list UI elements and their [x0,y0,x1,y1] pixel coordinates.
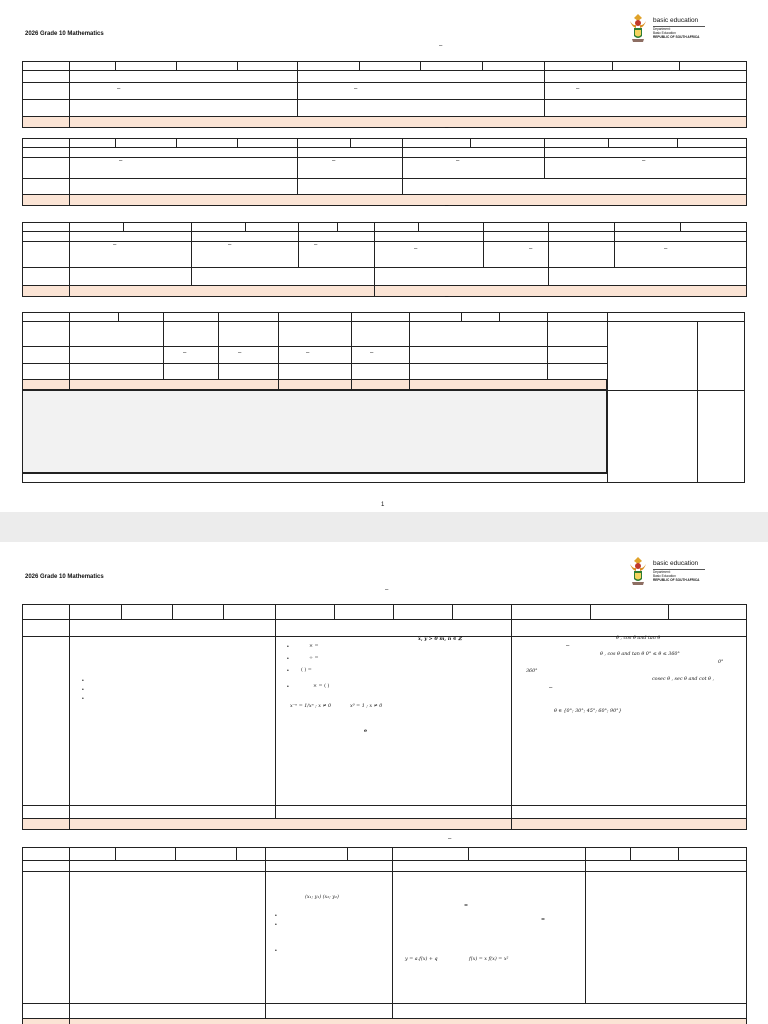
document-title: 2026 Grade 10 Mathematics [25,31,104,37]
trig-zero: 0° [718,660,724,665]
exponent-law: ( ) = [301,668,312,673]
cell-dash: – [238,350,242,356]
cell-dash: – [456,158,460,164]
cell-dash: – [549,685,553,691]
bullet: • [275,922,277,928]
logo-line-1: Department: [653,570,671,574]
logo-brand: basic education [653,560,699,567]
dbe-logo [628,555,708,589]
coat-of-arms-icon [628,555,648,587]
cell-dash: – [566,643,570,649]
section-dash: – [448,836,452,842]
cell-dash: – [113,242,117,248]
exponent-law: × = [309,644,319,649]
cell-dash: – [119,158,123,164]
cell-dash: – [529,246,533,252]
cell-dash: – [117,86,121,92]
cell-dash: – [306,350,310,356]
exponent-zero: x⁰ = 1 ; x ≠ 0 [350,704,383,709]
logo-line-2: Basic Education [653,574,676,578]
exponent-law: ÷ = [309,656,319,661]
cell-dash: – [183,350,187,356]
cell-dash: – [642,158,646,164]
trig-range: θ , cos θ and tan θ 0° ≤ θ ≤ 360° [600,652,680,657]
bullet: • [287,684,289,690]
exponent-condition: x, y > 0 m, n ∈ ℤ [418,636,462,642]
logo-line-3: REPUBLIC OF SOUTH AFRICA [653,578,700,582]
exponent-e: e [364,728,368,734]
cell-dash: – [664,246,668,252]
cell-dash: – [576,86,580,92]
cell-dash: – [228,242,232,248]
bullet: • [82,687,84,693]
exponent-law: × = ( ) [313,684,330,689]
cell-dash: – [370,350,374,356]
function-types: f(x) = x f(x) = x² [469,957,509,962]
logo-brand: basic education [653,17,699,24]
exponent-negative: x⁻ⁿ = 1/xⁿ ; x ≠ 0 [290,704,332,709]
bullet: • [287,656,289,662]
trig-ratios: θ , cos θ and tan θ [616,636,661,641]
bullet: • [287,668,289,674]
bullet: • [287,644,289,650]
function-transform: y = a.f(x) + q [405,957,438,962]
trig-360: 360° [526,669,538,674]
equals-sign: = [541,916,546,922]
bullet: • [82,696,84,702]
section-dash: – [439,43,443,49]
trig-special-angles: θ ∈ {0°; 30°; 45°; 60°; 90°} [554,709,622,714]
cell-dash: – [332,158,336,164]
coordinate-points: (x₁; y₁) (x₂; y₂) [305,895,339,900]
document-title: 2026 Grade 10 Mathematics [25,574,104,580]
cell-dash: – [314,242,318,248]
bullet: • [275,948,277,954]
section-dash: – [445,203,449,209]
equals-sign: = [464,902,469,908]
logo-line-3: REPUBLIC OF SOUTH AFRICA [653,35,700,39]
cell-dash: – [354,86,358,92]
page-number: 1 [381,502,385,508]
coat-of-arms-icon [628,12,648,44]
section-dash: – [385,587,389,593]
logo-line-1: Department: [653,27,671,31]
trig-reciprocal: cosec θ , sec θ and cot θ , [652,677,714,682]
page-2 [0,542,768,1024]
bullet: • [275,913,277,919]
section-dash: – [445,125,449,131]
section-dash: – [445,294,449,300]
cell-dash: – [414,246,418,252]
dbe-logo [628,12,708,46]
logo-line-2: Basic Education [653,31,676,35]
bullet: • [82,678,84,684]
